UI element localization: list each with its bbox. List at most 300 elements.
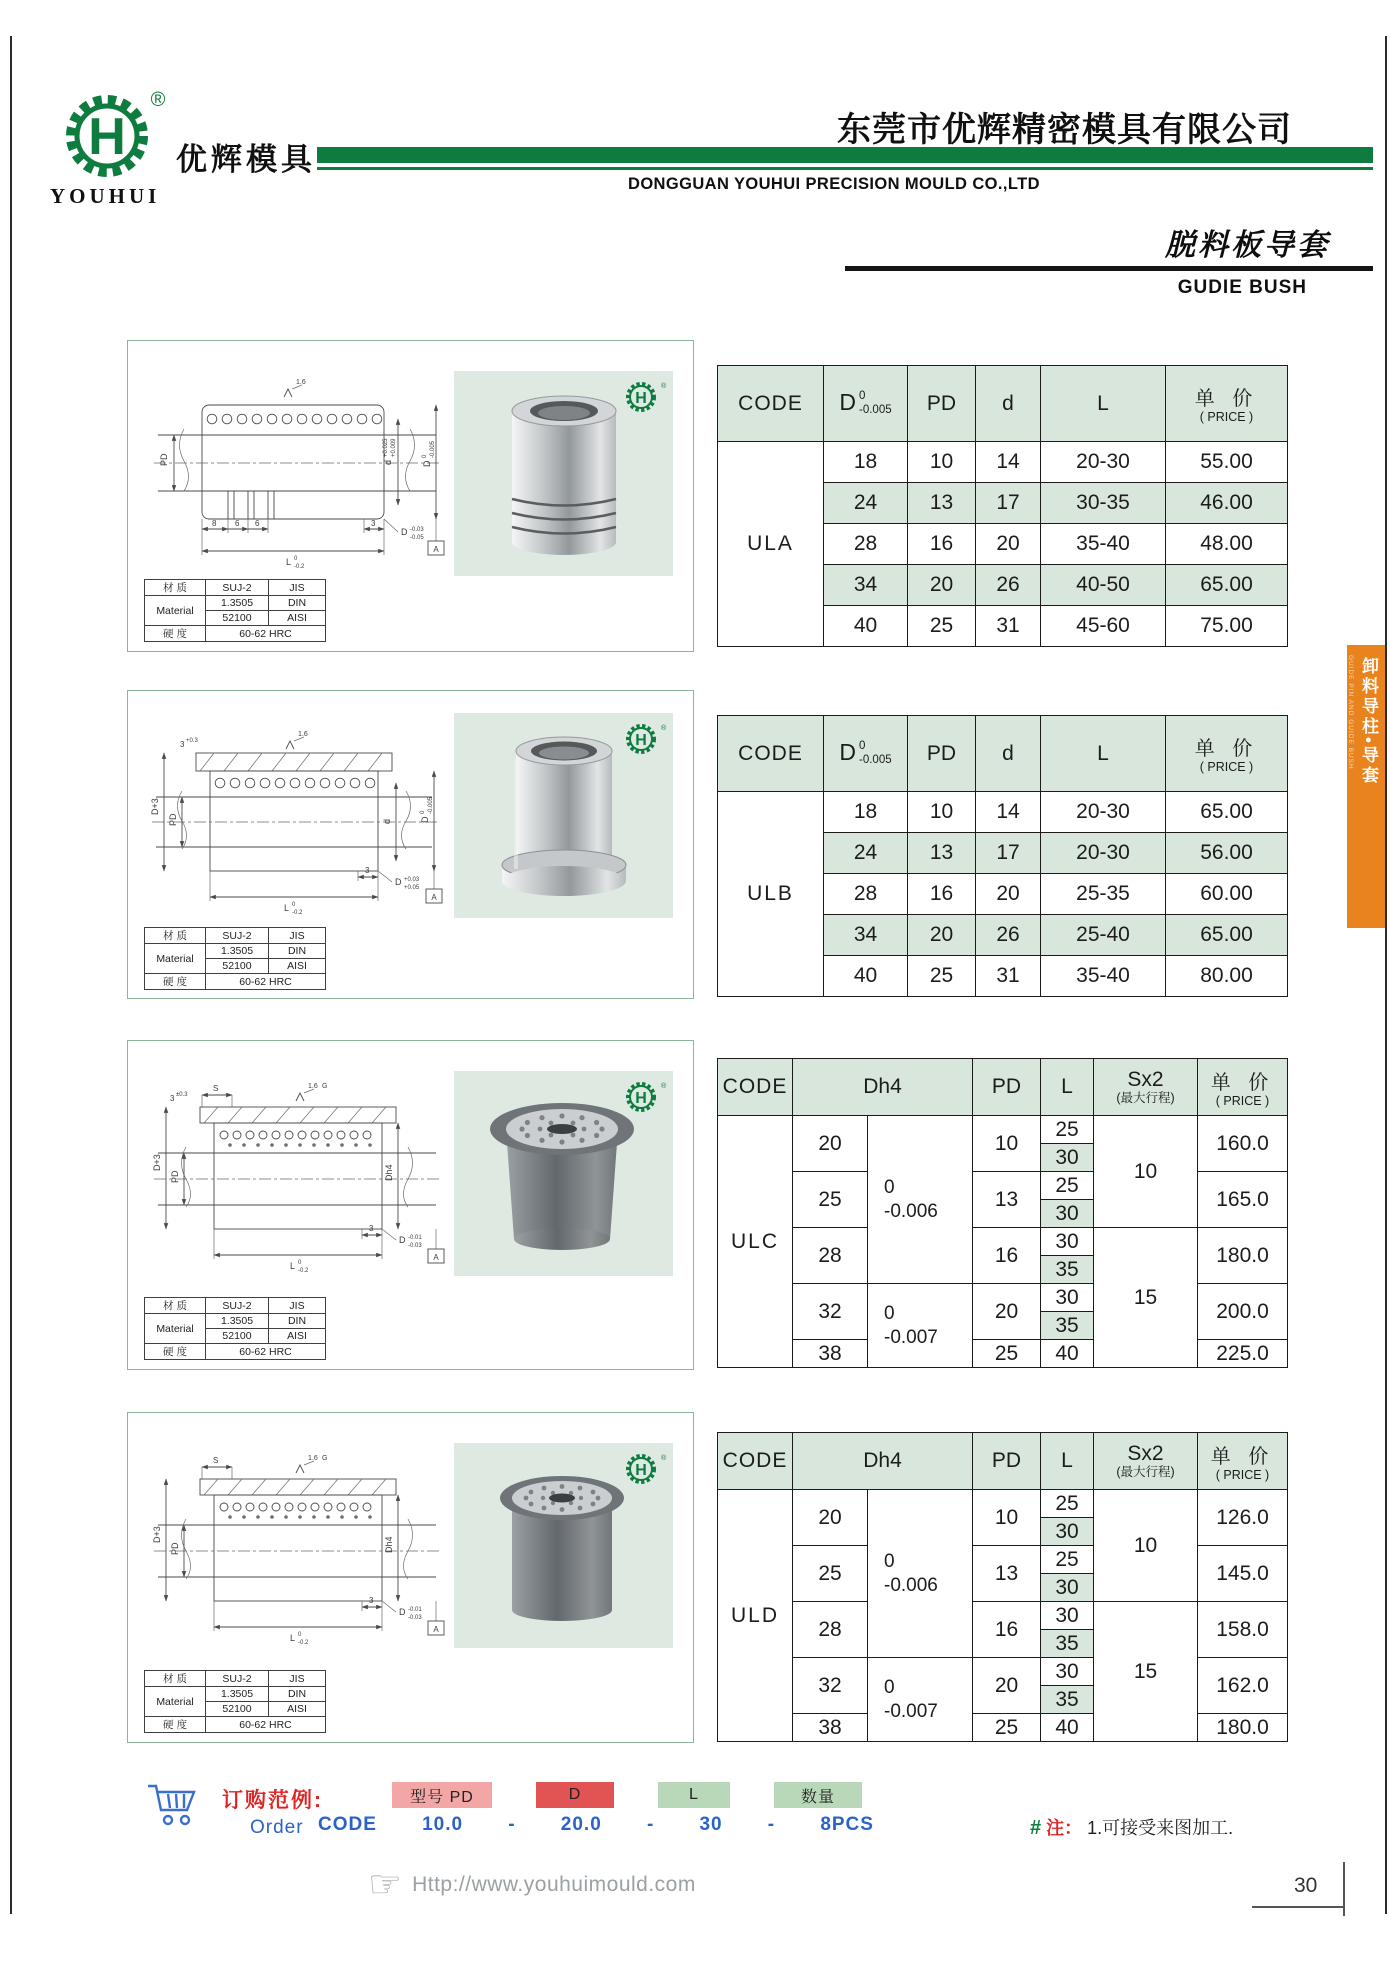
- price-cell: 65.00: [1166, 915, 1288, 956]
- svg-text:-0.03: -0.03: [408, 1615, 422, 1621]
- svg-text:0: 0: [292, 902, 296, 908]
- svg-text:PD: PD: [170, 1542, 180, 1555]
- material-standard: JIS: [269, 1298, 326, 1314]
- table-row: [718, 792, 1288, 833]
- code-word: CODE: [318, 1814, 377, 1835]
- pd-cell: 25: [973, 1714, 1041, 1742]
- code-header: CODE: [718, 1059, 793, 1116]
- material-label: 材 质: [145, 1298, 206, 1314]
- l-cell: 20-30: [1041, 792, 1166, 833]
- material-row: [145, 626, 326, 642]
- svg-text:0: 0: [298, 1260, 302, 1266]
- svg-text:A: A: [433, 545, 439, 554]
- code-cell: ULA: [718, 442, 824, 647]
- pd-cell: 25: [973, 1340, 1041, 1368]
- l-header: L: [1041, 716, 1166, 792]
- svg-text:0: 0: [294, 556, 298, 562]
- d-small-cell: 31: [976, 606, 1041, 647]
- table-header-row: [718, 366, 1288, 442]
- svg-text:3: 3: [170, 1094, 175, 1103]
- header-green-line: [317, 167, 1373, 170]
- dh4-header: Dh4: [793, 1059, 973, 1116]
- pd-cell: 20: [908, 915, 976, 956]
- pd-header: PD: [908, 366, 976, 442]
- tag-model-pd: 型号 PD: [392, 1782, 492, 1808]
- material-standard: AISI: [269, 959, 326, 974]
- material-value: 52100: [206, 1329, 269, 1344]
- table-header-row: [718, 1059, 1288, 1116]
- table-row: [718, 1228, 1288, 1256]
- svg-text:®: ®: [661, 1455, 667, 1462]
- d-small-header: d: [976, 366, 1041, 442]
- d-small-cell: 20: [976, 524, 1041, 565]
- material-row: [145, 928, 326, 944]
- svg-text:1.6: 1.6: [308, 1083, 318, 1090]
- material-label: Material: [145, 1687, 206, 1717]
- material-row: [145, 596, 326, 611]
- logo-watermark-icon: [621, 1450, 667, 1488]
- material-value: 52100: [206, 1702, 269, 1717]
- technical-drawing-ulc: [140, 1075, 450, 1290]
- dh4-cell: 25: [793, 1546, 868, 1602]
- price-header: 单 价 ( PRICE ): [1166, 366, 1288, 442]
- svg-text:D+3: D+3: [150, 798, 160, 815]
- price-cell: 55.00: [1166, 442, 1288, 483]
- d-header: D 0 -0.005: [824, 716, 908, 792]
- d-small-cell: 14: [976, 442, 1041, 483]
- page-title-cn: 脱料板导套: [1165, 229, 1330, 262]
- svg-text:PD: PD: [168, 813, 178, 826]
- svg-text:0: 0: [298, 1632, 302, 1638]
- sx2-cell: 15: [1094, 1228, 1198, 1368]
- svg-text:H: H: [635, 732, 647, 749]
- title-underline: [845, 266, 1373, 271]
- svg-text:1.6: 1.6: [298, 731, 308, 738]
- material-row: [145, 1687, 326, 1702]
- company-name-cn: 东莞市优辉精密模具有限公司: [837, 111, 1292, 149]
- pd-cell: 16: [973, 1602, 1041, 1658]
- hardness-value: 60-62 HRC: [206, 1717, 326, 1733]
- l-cell: 35-40: [1041, 524, 1166, 565]
- d-small-cell: 31: [976, 956, 1041, 997]
- pd-header: PD: [908, 716, 976, 792]
- material-standard: AISI: [269, 1329, 326, 1344]
- side-tab-text-en: GUIDE PIN AND GUIDE BUSH: [1347, 655, 1354, 770]
- l-cell: 30-35: [1041, 483, 1166, 524]
- sx2-cell: 15: [1094, 1602, 1198, 1742]
- material-standard: JIS: [269, 1671, 326, 1687]
- material-row: [145, 1298, 326, 1314]
- l-cell: 30: [1041, 1602, 1094, 1630]
- d-small-cell: 26: [976, 915, 1041, 956]
- price-cell: 65.00: [1166, 565, 1288, 606]
- d-small-cell: 17: [976, 483, 1041, 524]
- material-table: [144, 579, 326, 642]
- price-cell: 180.0: [1198, 1228, 1288, 1284]
- svg-text:3: 3: [369, 1224, 374, 1233]
- hardness-value: 60-62 HRC: [206, 626, 326, 642]
- l-cell: 30: [1041, 1200, 1094, 1228]
- svg-text:+0.3: +0.3: [186, 738, 198, 744]
- svg-text:-0.03: -0.03: [408, 1243, 422, 1249]
- svg-text:A: A: [433, 1625, 439, 1634]
- material-label: Material: [145, 944, 206, 974]
- pd-cell: 16: [908, 524, 976, 565]
- svg-text:H: H: [88, 108, 126, 166]
- d-cell: 28: [824, 874, 908, 915]
- order-code-row: [318, 1814, 874, 1836]
- svg-text:1.6: 1.6: [308, 1455, 318, 1462]
- svg-text:G: G: [322, 1083, 328, 1090]
- table-ulc: [717, 1058, 1288, 1368]
- price-cell: 60.00: [1166, 874, 1288, 915]
- dash: -: [508, 1814, 516, 1835]
- svg-text:3: 3: [180, 740, 185, 749]
- price-cell: 80.00: [1166, 956, 1288, 997]
- svg-text:S: S: [213, 1456, 219, 1465]
- material-row: [145, 944, 326, 959]
- d-cell: 34: [824, 565, 908, 606]
- l-header: L: [1041, 1059, 1094, 1116]
- pd-cell: 25: [908, 606, 976, 647]
- l-cell: 30: [1041, 1574, 1094, 1602]
- dash: -: [646, 1814, 655, 1835]
- price-cell: 180.0: [1198, 1714, 1288, 1742]
- table-uld: [717, 1432, 1288, 1742]
- l-header: L: [1041, 1433, 1094, 1490]
- material-standard: DIN: [269, 1687, 326, 1702]
- svg-text:D: D: [401, 527, 408, 537]
- svg-text:d: d: [383, 459, 393, 465]
- svg-text:H: H: [635, 390, 647, 407]
- svg-text:-0.2: -0.2: [298, 1268, 309, 1274]
- material-value: 1.3505: [206, 1314, 269, 1329]
- material-table: [144, 1297, 326, 1360]
- note-hash: #: [1030, 1817, 1042, 1839]
- order-example-label-en: Order: [250, 1817, 304, 1838]
- product-photo-ulb: [454, 713, 673, 918]
- page-number-vertical-rule: [1343, 1862, 1345, 1916]
- material-value: SUJ-2: [206, 1298, 269, 1314]
- material-value: 52100: [206, 611, 269, 626]
- svg-text:D+3: D+3: [152, 1526, 162, 1543]
- d-cell: 24: [824, 483, 908, 524]
- pd-cell: 10: [973, 1116, 1041, 1172]
- l-cell: 40: [1041, 1714, 1094, 1742]
- svg-text:-0.01: -0.01: [408, 1235, 422, 1241]
- svg-text:H: H: [635, 1090, 647, 1107]
- tolerance-cell: 0 -0.006: [868, 1490, 973, 1658]
- price-cell: 46.00: [1166, 483, 1288, 524]
- d-small-cell: 14: [976, 792, 1041, 833]
- material-table: [144, 927, 326, 990]
- svg-text:d: d: [382, 818, 392, 824]
- l-cell: 25-40: [1041, 915, 1166, 956]
- svg-text:D: D: [395, 877, 402, 887]
- d-cell: 18: [824, 442, 908, 483]
- pd-cell: 20: [973, 1658, 1041, 1714]
- hardness-label: 硬 度: [145, 626, 206, 642]
- sx2-cell: 10: [1094, 1490, 1198, 1602]
- svg-text:PD: PD: [170, 1170, 180, 1183]
- l-cell: 20-30: [1041, 442, 1166, 483]
- l-cell: 35: [1041, 1630, 1094, 1658]
- product-box-ulc: [127, 1040, 694, 1370]
- d-small-cell: 20: [976, 874, 1041, 915]
- svg-text:+0.05: +0.05: [404, 885, 420, 891]
- table-row: [718, 1658, 1288, 1686]
- d-header: D 0 -0.005: [824, 366, 908, 442]
- table-ulb: [717, 715, 1288, 997]
- code-header: CODE: [718, 716, 824, 792]
- svg-text:-0.03: -0.03: [410, 527, 424, 533]
- l-cell: 45-60: [1041, 606, 1166, 647]
- sx2-header: Sx2 (最大行程): [1094, 1059, 1198, 1116]
- note-text: 1.可接受来图加工.: [1087, 1818, 1234, 1838]
- svg-text:Dh4: Dh4: [384, 1164, 394, 1181]
- sx2-cell: 10: [1094, 1116, 1198, 1228]
- table-row: [718, 1546, 1288, 1574]
- material-value: SUJ-2: [206, 1671, 269, 1687]
- d-small-cell: 17: [976, 833, 1041, 874]
- material-standard: JIS: [269, 580, 326, 596]
- brand-name-cn: 优辉模具: [176, 142, 316, 177]
- svg-text:+0.009: +0.009: [391, 438, 397, 457]
- price-header: 单 价 ( PRICE ): [1198, 1433, 1288, 1490]
- svg-text:D: D: [399, 1607, 406, 1617]
- pd-cell: 10: [908, 442, 976, 483]
- cart-icon: [146, 1780, 200, 1830]
- price-cell: 200.0: [1198, 1284, 1288, 1340]
- code-cell: ULB: [718, 792, 824, 997]
- material-value: 1.3505: [206, 1687, 269, 1702]
- code-cell: ULC: [718, 1116, 793, 1368]
- svg-text:D: D: [399, 1235, 406, 1245]
- svg-text:A: A: [433, 1253, 439, 1262]
- technical-drawing-ula: [140, 369, 450, 574]
- table-row: [718, 442, 1288, 483]
- d-cell: 18: [824, 792, 908, 833]
- svg-text:8: 8: [212, 519, 217, 528]
- dh4-cell: 28: [793, 1228, 868, 1284]
- material-table: [144, 1670, 326, 1733]
- pd-cell: 16: [973, 1228, 1041, 1284]
- l-cell: 25: [1041, 1116, 1094, 1144]
- svg-text:-0.05: -0.05: [410, 535, 424, 541]
- l-cell: 25: [1041, 1172, 1094, 1200]
- svg-text:+0.025: +0.025: [383, 438, 389, 457]
- pd-value: 10.0: [422, 1814, 464, 1835]
- l-header: L: [1041, 366, 1166, 442]
- table-row: [718, 1490, 1288, 1518]
- pd-cell: 20: [973, 1284, 1041, 1340]
- d-cell: 24: [824, 833, 908, 874]
- price-cell: 75.00: [1166, 606, 1288, 647]
- svg-text:-0.005: -0.005: [428, 796, 434, 814]
- tag-qty: 数量: [774, 1782, 862, 1808]
- pd-cell: 10: [908, 792, 976, 833]
- svg-text:1.6: 1.6: [296, 379, 306, 386]
- pd-cell: 13: [973, 1546, 1041, 1602]
- material-label: 材 质: [145, 1671, 206, 1687]
- page-number-horizontal-rule: [1252, 1906, 1343, 1908]
- material-row: [145, 1671, 326, 1687]
- svg-text:-0.2: -0.2: [292, 910, 303, 916]
- qty-value: 8PCS: [820, 1814, 874, 1835]
- dash: -: [767, 1814, 776, 1835]
- side-tab-text-cn: 卸料导柱•导套: [1359, 657, 1378, 786]
- svg-text:-0.2: -0.2: [294, 564, 305, 570]
- d-cell: 40: [824, 606, 908, 647]
- l-cell: 30: [1041, 1284, 1094, 1312]
- svg-text:D: D: [420, 816, 430, 823]
- l-cell: 25: [1041, 1546, 1094, 1574]
- d-cell: 28: [824, 524, 908, 565]
- pd-header: PD: [973, 1433, 1041, 1490]
- svg-text:L: L: [290, 1261, 296, 1271]
- order-tag-row: [392, 1782, 862, 1808]
- brand-name-en: YOUHUI: [50, 184, 161, 208]
- price-cell: 48.00: [1166, 524, 1288, 565]
- material-row: [145, 1344, 326, 1360]
- material-standard: DIN: [269, 1314, 326, 1329]
- material-value: 52100: [206, 959, 269, 974]
- dh4-cell: 38: [793, 1340, 868, 1368]
- material-standard: AISI: [269, 611, 326, 626]
- hardness-label: 硬 度: [145, 1344, 206, 1360]
- pd-header: PD: [973, 1059, 1041, 1116]
- price-header: 单 价 ( PRICE ): [1166, 716, 1288, 792]
- svg-text:D: D: [422, 460, 432, 467]
- product-box-ulb: [127, 690, 694, 999]
- hardness-value: 60-62 HRC: [206, 1344, 326, 1360]
- website-row: [368, 1866, 696, 1904]
- pd-cell: 13: [973, 1172, 1041, 1228]
- svg-text:-0.2: -0.2: [298, 1640, 309, 1646]
- material-standard: AISI: [269, 1702, 326, 1717]
- svg-text:-0.005: -0.005: [430, 440, 436, 458]
- code-cell: ULD: [718, 1490, 793, 1742]
- svg-text:®: ®: [661, 1083, 667, 1090]
- hardness-label: 硬 度: [145, 1717, 206, 1733]
- price-cell: 225.0: [1198, 1340, 1288, 1368]
- product-photo-ulc: [454, 1071, 673, 1276]
- l-cell: 25: [1041, 1490, 1094, 1518]
- tolerance-cell: 0 -0.007: [868, 1658, 973, 1742]
- material-standard: DIN: [269, 596, 326, 611]
- svg-text:D+3: D+3: [152, 1154, 162, 1171]
- svg-text:®: ®: [661, 725, 667, 732]
- material-row: [145, 580, 326, 596]
- d-cell: 34: [824, 915, 908, 956]
- svg-text:®: ®: [661, 383, 667, 390]
- website-url: Http://www.youhuimould.com: [412, 1873, 696, 1896]
- dh4-cell: 25: [793, 1172, 868, 1228]
- product-photo-ula: [454, 371, 673, 576]
- table-row: [718, 1340, 1288, 1368]
- tolerance-cell: 0 -0.007: [868, 1284, 973, 1368]
- tag-l: L: [658, 1782, 730, 1808]
- note-label: 注：: [1046, 1818, 1083, 1838]
- l-cell: 30: [1041, 1144, 1094, 1172]
- pointing-hand-icon: ☞: [368, 1864, 403, 1906]
- price-cell: 65.00: [1166, 792, 1288, 833]
- l-cell: 30: [1041, 1658, 1094, 1686]
- table-header-row: [718, 1433, 1288, 1490]
- price-cell: 56.00: [1166, 833, 1288, 874]
- product-box-ula: [127, 340, 694, 652]
- l-cell: 40-50: [1041, 565, 1166, 606]
- price-cell: 145.0: [1198, 1546, 1288, 1602]
- dh4-cell: 28: [793, 1602, 868, 1658]
- table-row: [718, 1714, 1288, 1742]
- svg-text:L: L: [284, 903, 290, 913]
- material-value: SUJ-2: [206, 928, 269, 944]
- material-standard: DIN: [269, 944, 326, 959]
- pd-cell: 25: [908, 956, 976, 997]
- l-cell: 35-40: [1041, 956, 1166, 997]
- material-row: [145, 1314, 326, 1329]
- logo-watermark-icon: [621, 720, 667, 758]
- logo-watermark-icon: [621, 1078, 667, 1116]
- table-ula: [717, 365, 1288, 647]
- sx2-header: Sx2 (最大行程): [1094, 1433, 1198, 1490]
- price-header: 单 价 ( PRICE ): [1198, 1059, 1288, 1116]
- material-row: [145, 1717, 326, 1733]
- dh4-cell: 20: [793, 1490, 868, 1546]
- pd-cell: 13: [908, 483, 976, 524]
- material-label: 材 质: [145, 580, 206, 596]
- svg-text:®: ®: [150, 89, 166, 111]
- svg-text:L: L: [286, 557, 292, 567]
- material-row: [145, 974, 326, 990]
- logo-gear-icon: [55, 88, 180, 188]
- d-cell: 40: [824, 956, 908, 997]
- svg-text:PD: PD: [159, 453, 169, 466]
- dh4-cell: 32: [793, 1658, 868, 1714]
- svg-text:0: 0: [422, 454, 428, 458]
- svg-text:Dh4: Dh4: [384, 1536, 394, 1553]
- svg-text:+0.03: +0.03: [404, 877, 420, 883]
- svg-text:A: A: [431, 893, 437, 902]
- tolerance-cell: 0 -0.006: [868, 1116, 973, 1284]
- material-value: SUJ-2: [206, 580, 269, 596]
- dh4-cell: 20: [793, 1116, 868, 1172]
- order-example-label-cn: 订购范例:: [222, 1789, 323, 1812]
- pd-cell: 10: [973, 1490, 1041, 1546]
- d-small-header: d: [976, 716, 1041, 792]
- l-cell: 30: [1041, 1518, 1094, 1546]
- svg-text:3: 3: [365, 866, 370, 875]
- price-cell: 160.0: [1198, 1116, 1288, 1172]
- l-cell: 35: [1041, 1256, 1094, 1284]
- svg-text:G: G: [322, 1455, 328, 1462]
- product-box-uld: [127, 1412, 694, 1743]
- svg-text:±0.3: ±0.3: [176, 1092, 188, 1098]
- page-title-en: GUDIE BUSH: [1177, 277, 1307, 298]
- table-row: [718, 1116, 1288, 1144]
- table-header-row: [718, 716, 1288, 792]
- svg-text:6: 6: [235, 519, 240, 528]
- l-cell: 20-30: [1041, 833, 1166, 874]
- side-tab: [1347, 645, 1385, 928]
- company-name-en: DONGGUAN YOUHUI PRECISION MOULD CO.,LTD: [628, 175, 1040, 193]
- left-page-rule: [10, 36, 12, 1914]
- svg-text:L: L: [290, 1633, 296, 1643]
- svg-text:3: 3: [369, 1596, 374, 1605]
- table-row: [718, 1602, 1288, 1630]
- l-cell: 35: [1041, 1312, 1094, 1340]
